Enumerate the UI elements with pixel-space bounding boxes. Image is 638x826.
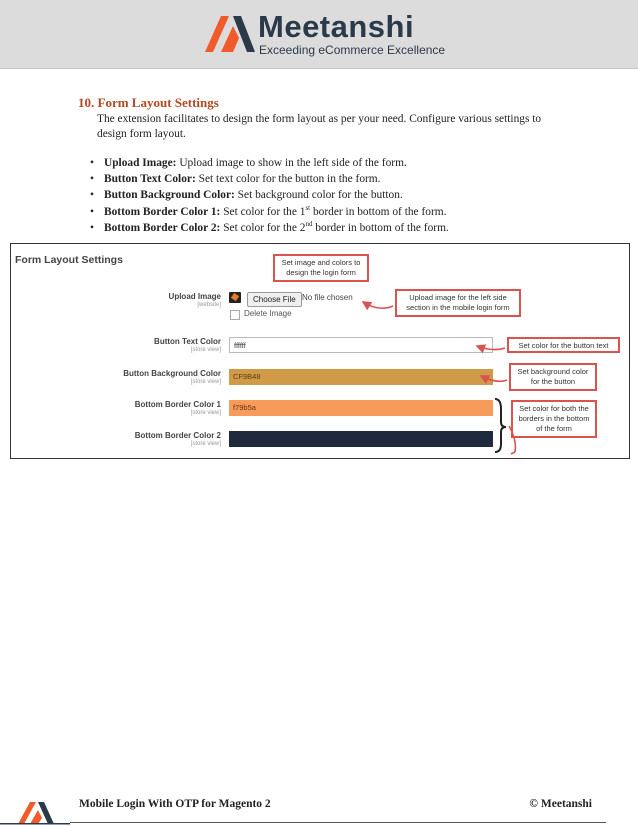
- panel-title: Form Layout Settings: [15, 254, 123, 266]
- button-text-color-input[interactable]: ffffff: [229, 337, 493, 353]
- bullet-icon: •: [90, 189, 94, 202]
- bullet-sup: nd: [305, 220, 313, 229]
- callout-bg-color: Set background color for the button: [509, 363, 597, 391]
- delete-image-label: Delete Image: [244, 309, 292, 318]
- bullet-term: Button Text Color:: [104, 173, 196, 186]
- list-item: [90, 171, 449, 187]
- bullet-icon: •: [90, 173, 94, 186]
- bullet-text-before: Set color for the 2: [223, 221, 306, 234]
- bullet-term: Bottom Border Color 2:: [104, 221, 221, 234]
- bottom-border-color-2-scope: [store view]: [190, 441, 221, 447]
- choose-file-button[interactable]: Choose File: [247, 292, 302, 307]
- upload-image-scope: [website]: [197, 302, 221, 308]
- bottom-border-color-1-label: Bottom Border Color 1: [134, 400, 221, 409]
- button-bg-color-input[interactable]: CF9B48: [229, 369, 493, 385]
- bullet-term: Upload Image:: [104, 157, 177, 169]
- button-bg-color-label: Button Background Color: [123, 369, 221, 378]
- callout-text-color: Set color for the button text: [507, 337, 620, 353]
- bullet-text: Set text color for the button in the form.: [198, 173, 381, 186]
- brand-name: Meetanshi: [258, 9, 415, 44]
- callout-arrows: [11, 244, 629, 458]
- bullet-icon: •: [90, 205, 94, 218]
- bullet-sup: st: [305, 203, 311, 212]
- meetanshi-logo-icon: [203, 12, 255, 54]
- bottom-border-color-1-input[interactable]: f79b5a: [229, 400, 493, 416]
- bullet-text: Set background color for the button.: [237, 189, 403, 202]
- list-item: [90, 155, 449, 171]
- button-text-color-label: Button Text Color: [154, 337, 221, 346]
- callout-design-form: Set image and colors to design the login form: [273, 254, 369, 282]
- bottom-border-color-2-label: Bottom Border Color 2: [134, 431, 221, 440]
- bottom-border-color-1-scope: [store view]: [190, 410, 221, 416]
- callout-border-colors: Set color for both the borders in the bottom of the form: [511, 400, 597, 438]
- bullet-text-after: border in bottom of the form.: [312, 221, 449, 234]
- file-status: No file chosen: [302, 293, 353, 302]
- form-layout-screenshot: [10, 243, 630, 459]
- footer-rule: [70, 822, 606, 823]
- settings-bullet-list: [90, 155, 449, 236]
- footer-copyright: © Meetanshi: [529, 798, 592, 810]
- list-item: [90, 220, 449, 236]
- bullet-term: Button Background Color:: [104, 189, 235, 202]
- brand-tagline: Exceeding eCommerce Excellence: [259, 43, 446, 57]
- footer-logo-icon: [0, 796, 70, 826]
- page-header: [0, 0, 638, 69]
- bullet-text-before: Set color for the 1: [223, 205, 306, 218]
- button-bg-color-scope: [store view]: [190, 379, 221, 385]
- callout-upload-image: Upload image for the left side section in the mobile login form: [395, 289, 521, 317]
- section-title: 10. Form Layout Settings: [78, 95, 219, 110]
- section-intro: The extension facilitates to design the form layout as per your need. Configure various settings to design form layout.: [97, 113, 542, 140]
- bullet-icon: •: [90, 157, 94, 169]
- bullet-icon: •: [90, 221, 94, 234]
- list-item: [90, 187, 449, 203]
- bullet-text-after: border in bottom of the form.: [310, 205, 447, 218]
- button-text-color-scope: [store view]: [190, 347, 221, 353]
- footer-product-name: Mobile Login With OTP for Magento 2: [79, 798, 271, 810]
- upload-image-label: Upload Image: [168, 292, 221, 301]
- bullet-text: Upload image to show in the left side of the form.: [179, 157, 407, 169]
- list-item: [90, 204, 449, 220]
- bullet-term: Bottom Border Color 1:: [104, 205, 221, 218]
